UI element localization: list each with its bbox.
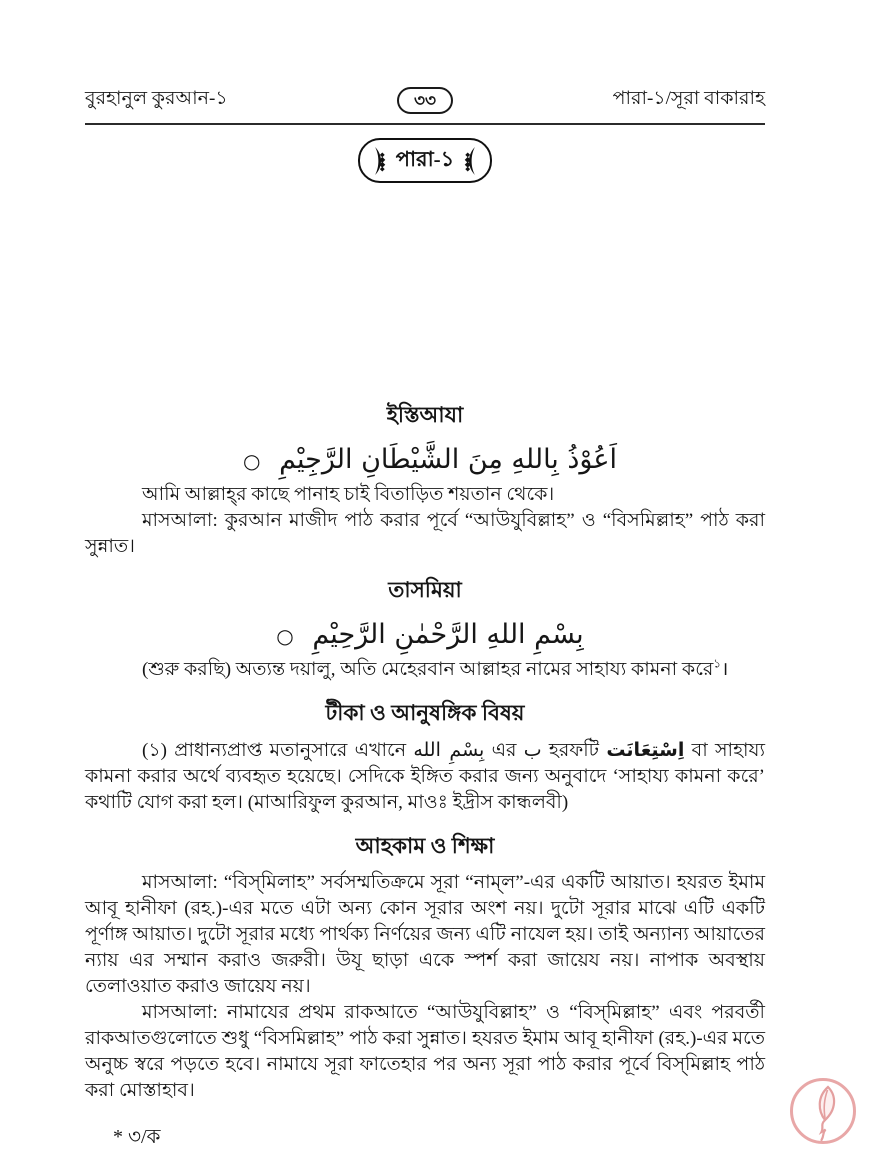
note-text: হরফটি — [541, 740, 607, 761]
note-text: এর — [484, 740, 524, 761]
inline-arabic-letter-ba: ب — [523, 739, 542, 761]
badge-ornament-right-icon — [463, 147, 478, 175]
publisher-watermark-icon — [789, 1074, 859, 1150]
footnote-reference: ১ — [713, 656, 722, 671]
chapter-reference: পারা-১/সূরা বাকারাহ — [612, 88, 766, 109]
footer-note: * ৩/ক — [113, 1126, 161, 1148]
arabic-verse-istiaza — [85, 439, 765, 482]
para-badge-row — [85, 138, 765, 183]
translation-end: । — [721, 659, 729, 680]
inline-arabic-istianat: اِسْتِعَانَت — [606, 739, 685, 761]
note-text: বা সাহায্য কামনা করার অর্থে ব্যবহৃত হয়েছে। সেদিকে ইঙ্গিত করার জন্য অনুবাদে ‘সাহায্য কামনা করে’ কথাটি যোগ করা হল। (মাআরিফুল কুরআন, মাওঃ ইদ্রীস কান্ধলবী) — [85, 740, 766, 813]
istiaza-masala-paragraph: মাসআলা: কুরআন মাজীদ পাঠ করার পূর্বে “আউযুবিল্লাহ” ও “বিসমিল্লাহ” পাঠ করা সুন্নাত। — [85, 510, 765, 557]
section-heading-ahkam: আহকাম ও শিক্ষা — [355, 834, 495, 858]
translation-text: (শুরু করছি) অত্যন্ত দয়ালু, অতি মেহেরবান আল্লাহর নামের সাহায্য কামনা করে — [142, 659, 714, 680]
footnote-paragraph — [85, 737, 765, 816]
istiaza-translation: আমি আল্লাহ্‌র কাছে পানাহ চাই বিতাড়িত শয়তান থেকে। — [142, 484, 555, 505]
page-number-badge: ৩৩ — [397, 87, 453, 114]
note-text: (১) প্রাধান্যপ্রাপ্ত মতানুসারে এখানে — [142, 740, 414, 761]
header-divider — [85, 123, 765, 125]
book-title: বুরহানুল কুরআন-১ — [85, 88, 228, 109]
verse-end-circle-icon: ○ — [243, 449, 261, 473]
section-heading-istiaza: ইস্তিআযা — [386, 403, 464, 427]
inline-arabic-bismillah: بِسْمِ الله — [413, 739, 485, 761]
section-heading-tasmiya: তাসমিয়া — [388, 578, 462, 602]
arabic-text: اَعُوْذُ بِاللهِ مِنَ الشَّيْطَانِ الرَّجِيْمِ — [279, 444, 617, 475]
para-badge-label: পারা-১ — [395, 147, 455, 171]
arabic-verse-tasmiya — [85, 614, 765, 657]
section-heading-tika: টীকা ও আনুষঙ্গিক বিষয় — [325, 701, 525, 725]
tasmiya-translation — [85, 657, 765, 683]
page-content — [85, 0, 765, 1155]
ahkam-paragraph-1: মাসআলা: “বিস্‌মিলাহ” সর্বসম্মতিক্রমে সূরা “নাম্‌ল”-এর একটি আয়াত। হযরত ইমাম আবূ হানীফা (রহ.)-এর মতে এটা অন্য কোন সূরার অংশ নয়। দুটো সূরার মাঝে এটি একটি পূর্ণাঙ্গ আয়াত। দুটো সূরার মধ্যে পার্থক্য নির্ণয়ের জন্য এটি নাযেল হয়। তাই অন্যান্য আয়াতের ন্যায় এর সম্মান করাও জরুরী। উযূ ছাড়া একে স্পর্শ করা জায়েয নয়। নাপাক অবস্থায় তেলাওয়াত করাও জায়েয নয়। — [85, 872, 765, 997]
running-header — [85, 0, 765, 116]
verse-end-circle-icon: ○ — [276, 624, 294, 648]
para-badge — [358, 138, 493, 183]
arabic-text: بِسْمِ اللهِ الرَّحْمٰنِ الرَّحِيْمِ — [312, 619, 584, 650]
blank-space — [85, 183, 765, 385]
badge-ornament-left-icon — [372, 147, 387, 175]
ahkam-paragraph-2: মাসআলা: নামাযের প্রথম রাকআতে “আউযুবিল্লাহ” ও “বিস্‌মিল্লাহ” এবং পরবর্তী রাকআতগুলোতে শুধু “বিসমিল্লাহ” পাঠ করা সুন্নাত। হযরত ইমাম আবূ হানীফা (রহ.)-এর মতে অনুচ্চ স্বরে পড়তে হবে। নামাযে সূরা ফাতেহার পর অন্য সূরা পাঠ করার পূর্বে বিস্‌মিল্লাহ পাঠ করা মোস্তাহাব। — [85, 1002, 765, 1101]
